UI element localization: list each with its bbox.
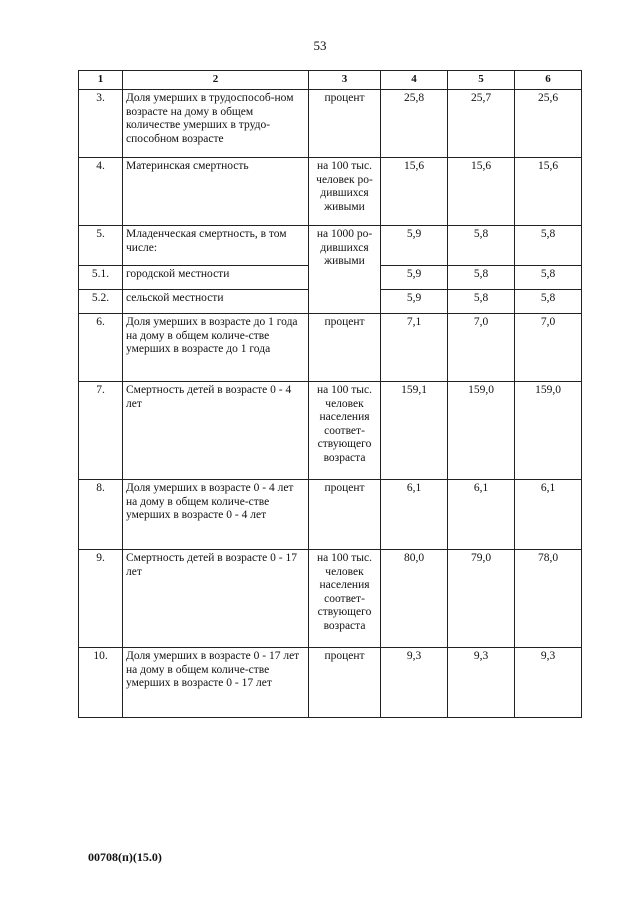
table-row — [79, 90, 582, 158]
value-col-6: 5,8 — [515, 226, 582, 266]
value-col-4: 9,3 — [381, 648, 448, 718]
value-col-5: 6,1 — [448, 480, 515, 550]
value-col-5: 159,0 — [448, 382, 515, 480]
header-col-4: 4 — [381, 71, 448, 90]
value-col-5: 5,8 — [448, 266, 515, 290]
unit-cell: процент — [309, 480, 381, 550]
value-col-5: 79,0 — [448, 550, 515, 648]
row-number: 8. — [79, 480, 123, 550]
value-col-5: 7,0 — [448, 314, 515, 382]
value-col-6: 78,0 — [515, 550, 582, 648]
value-col-5: 15,6 — [448, 158, 515, 226]
row-number: 6. — [79, 314, 123, 382]
value-col-5: 9,3 — [448, 648, 515, 718]
value-col-4: 25,8 — [381, 90, 448, 158]
indicator-name: Доля умерших в трудоспособ-ном возрасте на дому в общем количестве умерших в трудо-способном возрасте — [123, 90, 309, 158]
table-row — [79, 382, 582, 480]
indicator-name: Смертность детей в возрасте 0 - 17 лет — [123, 550, 309, 648]
indicator-name: сельской местности — [123, 290, 309, 314]
row-number: 10. — [79, 648, 123, 718]
indicators-table — [78, 70, 582, 718]
unit-cell: процент — [309, 90, 381, 158]
unit-cell: на 100 тыс. человек населения соответ-ствующего возраста — [309, 550, 381, 648]
header-col-6: 6 — [515, 71, 582, 90]
value-col-6: 15,6 — [515, 158, 582, 226]
indicator-name: Смертность детей в возрасте 0 - 4 лет — [123, 382, 309, 480]
indicator-name: Доля умерших в возрасте 0 - 17 лет на дому в общем количе-стве умерших в возрасте 0 - 17 лет — [123, 648, 309, 718]
value-col-6: 25,6 — [515, 90, 582, 158]
document-code: 00708(п)(15.0) — [88, 850, 162, 864]
value-col-5: 5,8 — [448, 226, 515, 266]
indicator-name: городской местности — [123, 266, 309, 290]
indicator-name: Материнская смертность — [123, 158, 309, 226]
table-row — [79, 158, 582, 226]
row-number: 4. — [79, 158, 123, 226]
table-row — [79, 648, 582, 718]
header-row — [79, 71, 582, 90]
value-col-6: 159,0 — [515, 382, 582, 480]
header-col-5: 5 — [448, 71, 515, 90]
value-col-4: 159,1 — [381, 382, 448, 480]
value-col-4: 6,1 — [381, 480, 448, 550]
unit-cell: процент — [309, 314, 381, 382]
value-col-6: 6,1 — [515, 480, 582, 550]
value-col-4: 5,9 — [381, 226, 448, 266]
unit-cell: процент — [309, 648, 381, 718]
row-number: 5. — [79, 226, 123, 266]
header-col-2: 2 — [123, 71, 309, 90]
value-col-5: 5,8 — [448, 290, 515, 314]
value-col-6: 9,3 — [515, 648, 582, 718]
table-row — [79, 480, 582, 550]
row-number: 5.1. — [79, 266, 123, 290]
indicator-name: Младенческая смертность, в том числе: — [123, 226, 309, 266]
value-col-6: 7,0 — [515, 314, 582, 382]
value-col-4: 7,1 — [381, 314, 448, 382]
indicator-name: Доля умерших в возрасте 0 - 4 лет на дому в общем количе-стве умерших в возрасте 0 - 4 лет — [123, 480, 309, 550]
row-number: 3. — [79, 90, 123, 158]
unit-cell: на 100 тыс. человек ро-дившихся живыми — [309, 158, 381, 226]
row-number: 5.2. — [79, 290, 123, 314]
value-col-6: 5,8 — [515, 266, 582, 290]
header-col-1: 1 — [79, 71, 123, 90]
unit-cell: на 100 тыс. человек населения соответ-ствующего возраста — [309, 382, 381, 480]
value-col-5: 25,7 — [448, 90, 515, 158]
header-col-3: 3 — [309, 71, 381, 90]
value-col-4: 80,0 — [381, 550, 448, 648]
page-number: 53 — [313, 38, 327, 53]
unit-cell: на 1000 ро-дившихся живыми — [309, 226, 381, 314]
value-col-6: 5,8 — [515, 290, 582, 314]
row-number: 9. — [79, 550, 123, 648]
table-row — [79, 226, 582, 266]
row-number: 7. — [79, 382, 123, 480]
table-row — [79, 314, 582, 382]
indicator-name: Доля умерших в возрасте до 1 года на дому в общем количе-стве умерших в возрасте до 1 года — [123, 314, 309, 382]
value-col-4: 15,6 — [381, 158, 448, 226]
value-col-4: 5,9 — [381, 266, 448, 290]
value-col-4: 5,9 — [381, 290, 448, 314]
table-row — [79, 550, 582, 648]
